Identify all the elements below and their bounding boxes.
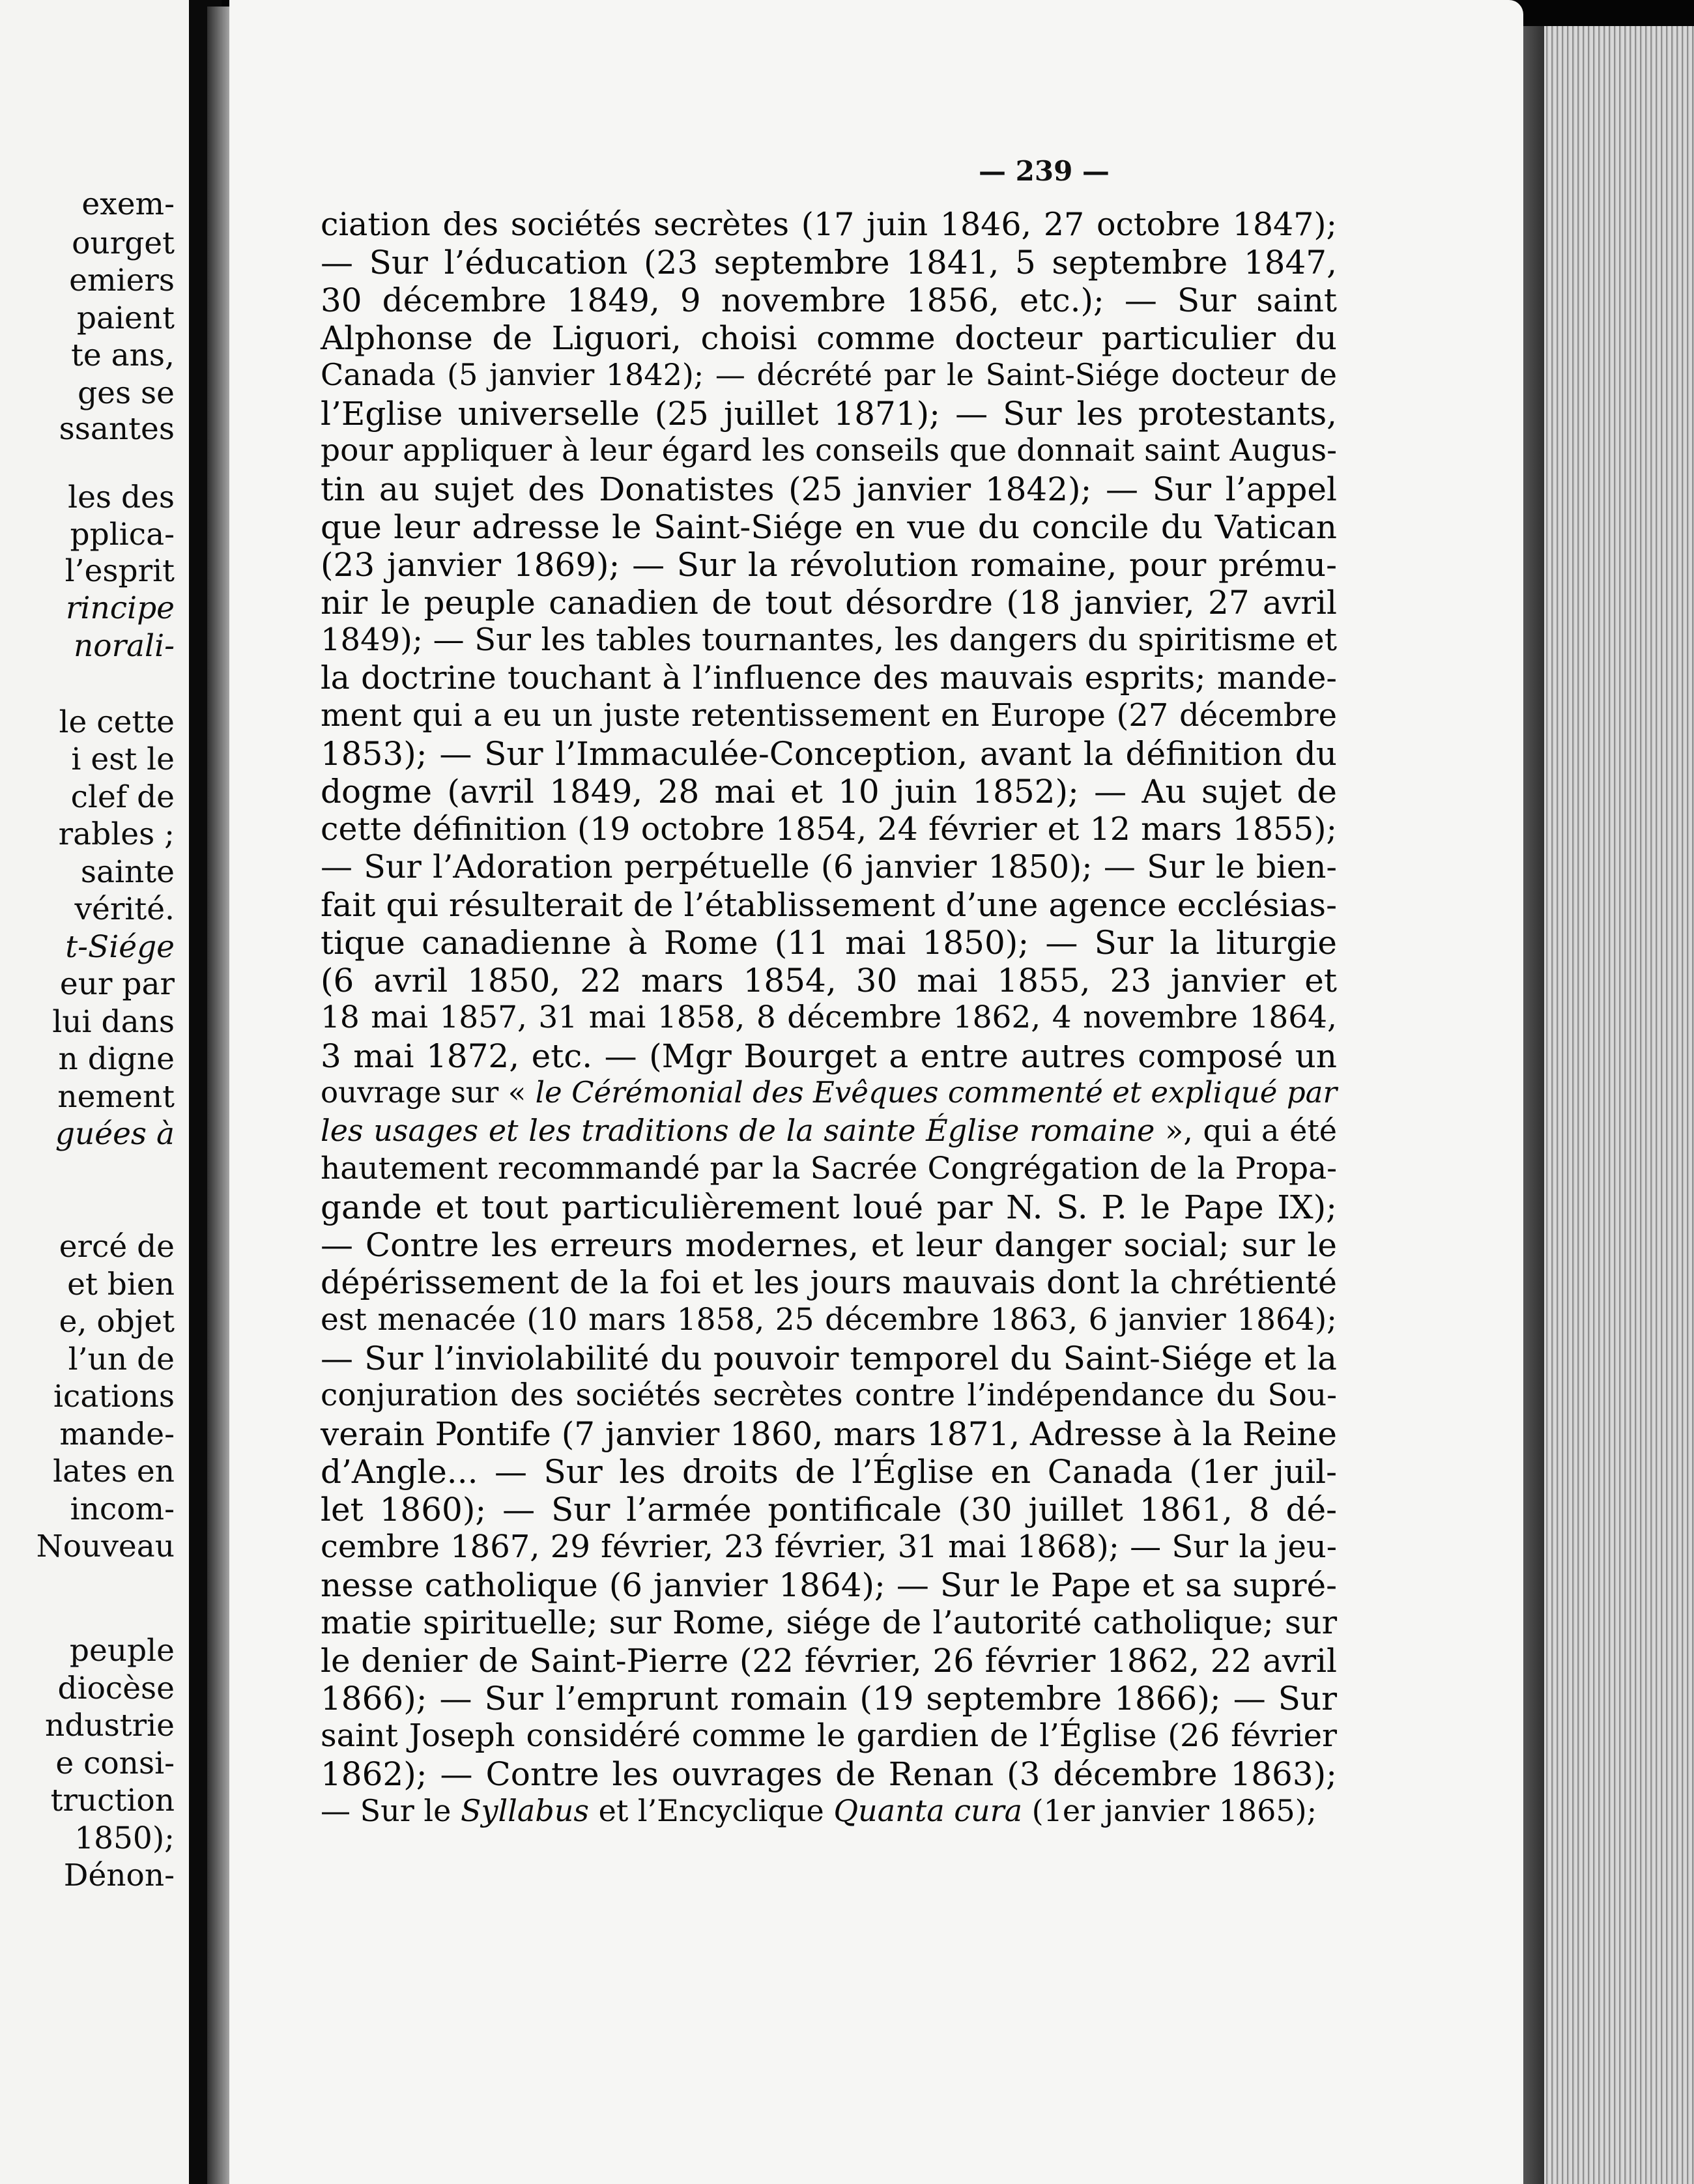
left-page-line: lates en xyxy=(53,1454,175,1489)
body-text-line xyxy=(321,1342,1337,1375)
body-text-line xyxy=(321,1264,1337,1301)
text-span: hautement recommandé par la Sacrée Congrégation de la Propa- xyxy=(321,1151,1337,1186)
body-text-line xyxy=(321,546,1337,584)
text-span: le denier de Saint-Pierre (22 février, 26 février 1862, 22 avril xyxy=(321,1642,1337,1680)
left-page-line: sainte xyxy=(80,854,175,890)
left-page-line: n digne xyxy=(58,1041,175,1077)
body-text-line xyxy=(321,1642,1337,1680)
text-span: — Sur l’éducation (23 septembre 1841, 5 septembre 1847, xyxy=(321,244,1337,281)
text-span: la doctrine touchant à l’influence des mauvais esprits; mande- xyxy=(321,659,1337,697)
text-span: », qui a été xyxy=(1155,1113,1337,1148)
left-page-line: Dénon- xyxy=(63,1858,175,1893)
left-page-line: clef de xyxy=(70,779,175,815)
text-span: verain Pontife (7 janvier 1860, mars 1871, Adresse à la Reine xyxy=(321,1415,1337,1453)
text-span: gande et tout particulièrement loué par N. S. P. le Pape IX); xyxy=(321,1188,1337,1226)
page-edge-shadow xyxy=(1523,26,1547,2184)
text-span: tin au sujet des Donatistes (25 janvier 1842); — Sur l’appel xyxy=(321,470,1337,508)
book-fore-edge xyxy=(1544,26,1694,2184)
text-span: conjuration des sociétés secrètes contre l’indépendance du Sou- xyxy=(321,1377,1337,1413)
text-span: ciation des sociétés secrètes (17 juin 1846, 27 octobre 1847); xyxy=(321,206,1337,243)
left-page-line: t-Siége xyxy=(65,929,175,965)
body-text-line xyxy=(321,1153,1337,1184)
left-page-line: ications xyxy=(53,1379,175,1415)
text-span: l’Eglise universelle (25 juillet 1871); — Sur les protestants, xyxy=(321,395,1337,433)
text-span: — Sur le xyxy=(321,1793,461,1828)
body-text-line xyxy=(321,659,1337,697)
left-page-line: e consi- xyxy=(55,1746,175,1781)
text-span: nesse catholique (6 janvier 1864); — Sur le Pape et sa supré- xyxy=(321,1566,1337,1604)
text-span: — Sur l’inviolabilité du pouvoir temporel du Saint-Siége et la xyxy=(321,1340,1337,1377)
left-page-line: l’un de xyxy=(68,1342,175,1377)
body-text-line xyxy=(321,246,1337,279)
body-text-line xyxy=(321,1113,1337,1148)
text-span: 18 mai 1857, 31 mai 1858, 8 décembre 1862, 4 novembre 1864, xyxy=(321,999,1337,1035)
left-page-line: 1850); xyxy=(74,1820,175,1856)
body-text-line xyxy=(321,1302,1337,1338)
text-span: — Contre les erreurs modernes, et leur danger social; sur le xyxy=(321,1226,1337,1264)
text-span: d’Angle... — Sur les droits de l’Église en Canada (1er juil- xyxy=(321,1453,1337,1491)
body-text-line xyxy=(321,470,1337,508)
left-page-line: pplica- xyxy=(70,517,175,553)
left-page-line: guées à xyxy=(55,1116,175,1152)
left-page-line: le cette xyxy=(59,704,175,740)
body-text-line xyxy=(321,1226,1337,1264)
left-page-line: ges se xyxy=(78,375,175,411)
text-span: tique canadienne à Rome (11 mai 1850); — Sur la liturgie xyxy=(321,924,1337,962)
body-text-line xyxy=(321,508,1337,546)
body-text-line xyxy=(321,584,1337,622)
body-text-line xyxy=(321,1682,1337,1715)
left-page-line: te ans, xyxy=(71,338,175,373)
body-text-line xyxy=(321,999,1337,1035)
left-page-line: paient xyxy=(76,300,175,336)
text-span: pour appliquer à leur égard les conseils que donnait saint Augus- xyxy=(321,433,1337,468)
left-page-line: ndustrie xyxy=(45,1708,175,1744)
left-page-line: incom- xyxy=(70,1491,175,1527)
body-text-line xyxy=(321,1377,1337,1413)
left-page-line: peuple xyxy=(69,1633,175,1669)
left-page-line: ercé de xyxy=(59,1229,175,1265)
body-text-line xyxy=(321,924,1337,962)
text-span: 30 décembre 1849, 9 novembre 1856, etc.); — Sur saint xyxy=(321,281,1337,319)
body-text-line xyxy=(321,1566,1337,1604)
text-span: dogme (avril 1849, 28 mai et 10 juin 1852); — Au sujet de xyxy=(321,773,1337,811)
page-number: — 239 — xyxy=(979,155,1110,187)
text-span: — Sur l’Adoration perpétuelle (6 janvier 1850); — Sur le bien- xyxy=(321,848,1337,885)
body-text-line xyxy=(321,811,1337,848)
body-text-line xyxy=(321,735,1337,773)
italic-text-span: les usages et les traditions de la sainte Église romaine xyxy=(321,1113,1155,1148)
body-text-line xyxy=(321,697,1337,734)
body-text-line xyxy=(321,773,1337,811)
text-span: let 1860); — Sur l’armée pontificale (30 juillet 1861, 8 dé- xyxy=(321,1491,1337,1529)
body-text-line xyxy=(321,206,1337,243)
body-text-line xyxy=(321,1188,1337,1226)
body-text-line xyxy=(321,1037,1337,1075)
text-span: fait qui résulterait de l’établissement d’une agence ecclésias- xyxy=(321,886,1337,924)
left-page-line: l’esprit xyxy=(65,553,175,589)
italic-text-span: Syllabus xyxy=(460,1793,589,1828)
body-text-line xyxy=(321,1604,1337,1641)
text-span: ouvrage sur « xyxy=(321,1075,536,1110)
left-page-line: ourget xyxy=(72,225,175,261)
left-page-line: nement xyxy=(57,1079,175,1115)
left-page-line: les des xyxy=(68,480,175,515)
left-page-line: lui dans xyxy=(52,1004,175,1040)
body-text-line xyxy=(321,1453,1337,1491)
left-page-line: emiers xyxy=(69,263,175,298)
body-text-line xyxy=(321,1793,1337,1828)
text-span: (23 janvier 1869); — Sur la révolution romaine, pour prému- xyxy=(321,546,1337,584)
text-span: 1866); — Sur l’emprunt romain (19 septembre 1866); — Sur xyxy=(321,1680,1337,1717)
italic-text-span: Quanta cura xyxy=(833,1793,1023,1828)
text-span: dépérissement de la foi et les jours mauvais dont la chrétienté xyxy=(321,1264,1337,1301)
left-page-line: norali- xyxy=(74,628,175,664)
body-text-line xyxy=(321,886,1337,924)
text-span: et l’Encyclique xyxy=(588,1793,834,1828)
left-page-line: ssantes xyxy=(59,411,175,447)
text-span: cembre 1867, 29 février, 23 février, 31 mai 1868); — Sur la jeu- xyxy=(321,1529,1337,1565)
left-page-line: rincipe xyxy=(65,590,175,626)
left-page-line: mande- xyxy=(59,1416,175,1452)
body-text-line xyxy=(321,395,1337,433)
text-span: 1853); — Sur l’Immaculée-Conception, avant la définition du xyxy=(321,735,1337,773)
body-text-line xyxy=(321,848,1337,885)
text-span: (6 avril 1850, 22 mars 1854, 30 mai 1855, 23 janvier et xyxy=(321,962,1337,999)
body-text-line xyxy=(321,1075,1337,1110)
text-span: Alphonse de Liguori, choisi comme docteur particulier du xyxy=(321,319,1337,357)
left-page-line: et bien xyxy=(67,1267,175,1302)
body-text-line xyxy=(321,357,1337,392)
left-page xyxy=(0,0,189,2184)
text-span: Canada (5 janvier 1842); — décrété par le Saint-Siége docteur de xyxy=(321,357,1337,392)
text-span: matie spirituelle; sur Rome, siége de l’autorité catholique; sur xyxy=(321,1604,1337,1641)
left-page-line: vérité. xyxy=(74,891,175,927)
text-span: (1er janvier 1865); xyxy=(1022,1793,1317,1828)
left-page-line: i est le xyxy=(71,741,175,777)
left-page-line: rables ; xyxy=(58,816,175,852)
text-span: ment qui a eu un juste retentissement en Europe (27 décembre xyxy=(321,697,1337,734)
text-span: nir le peuple canadien de tout désordre (18 janvier, 27 avril xyxy=(321,584,1337,622)
body-text-line xyxy=(321,435,1337,466)
text-span: cette définition (19 octobre 1854, 24 février et 12 mars 1855); xyxy=(321,811,1337,848)
right-page xyxy=(229,0,1523,2184)
left-page-line: eur par xyxy=(59,966,175,1002)
body-text-line xyxy=(321,1529,1337,1565)
left-page-line: exem- xyxy=(81,186,175,222)
left-page-line: truction xyxy=(50,1783,175,1818)
left-page-line: diocèse xyxy=(57,1671,175,1706)
text-span: 3 mai 1872, etc. — (Mgr Bourget a entre autres composé un xyxy=(321,1037,1337,1075)
body-text-line xyxy=(321,319,1337,357)
body-text-line xyxy=(321,1415,1337,1453)
body-text-line xyxy=(321,281,1337,319)
left-page-line: Nouveau xyxy=(36,1529,175,1564)
text-span: est menacée (10 mars 1858, 25 décembre 1863, 6 janvier 1864); xyxy=(321,1302,1337,1338)
text-span: 1849); — Sur les tables tournantes, les dangers du spiritisme et xyxy=(321,622,1337,658)
body-text-line xyxy=(321,1717,1337,1754)
body-text-line xyxy=(321,964,1337,997)
text-span: saint Joseph considéré comme le gardien de l’Église (26 février xyxy=(321,1717,1337,1754)
body-text-line xyxy=(321,622,1337,658)
text-span: 1862); — Contre les ouvrages de Renan (3 décembre 1863); xyxy=(321,1755,1337,1793)
left-page-line: e, objet xyxy=(59,1304,175,1340)
text-span: que leur adresse le Saint-Siége en vue du concile du Vatican xyxy=(321,508,1337,546)
body-text-line xyxy=(321,1491,1337,1529)
body-text-line xyxy=(321,1755,1337,1793)
italic-text-span: le Cérémonial des Evêques commenté et expliqué par xyxy=(535,1075,1337,1110)
